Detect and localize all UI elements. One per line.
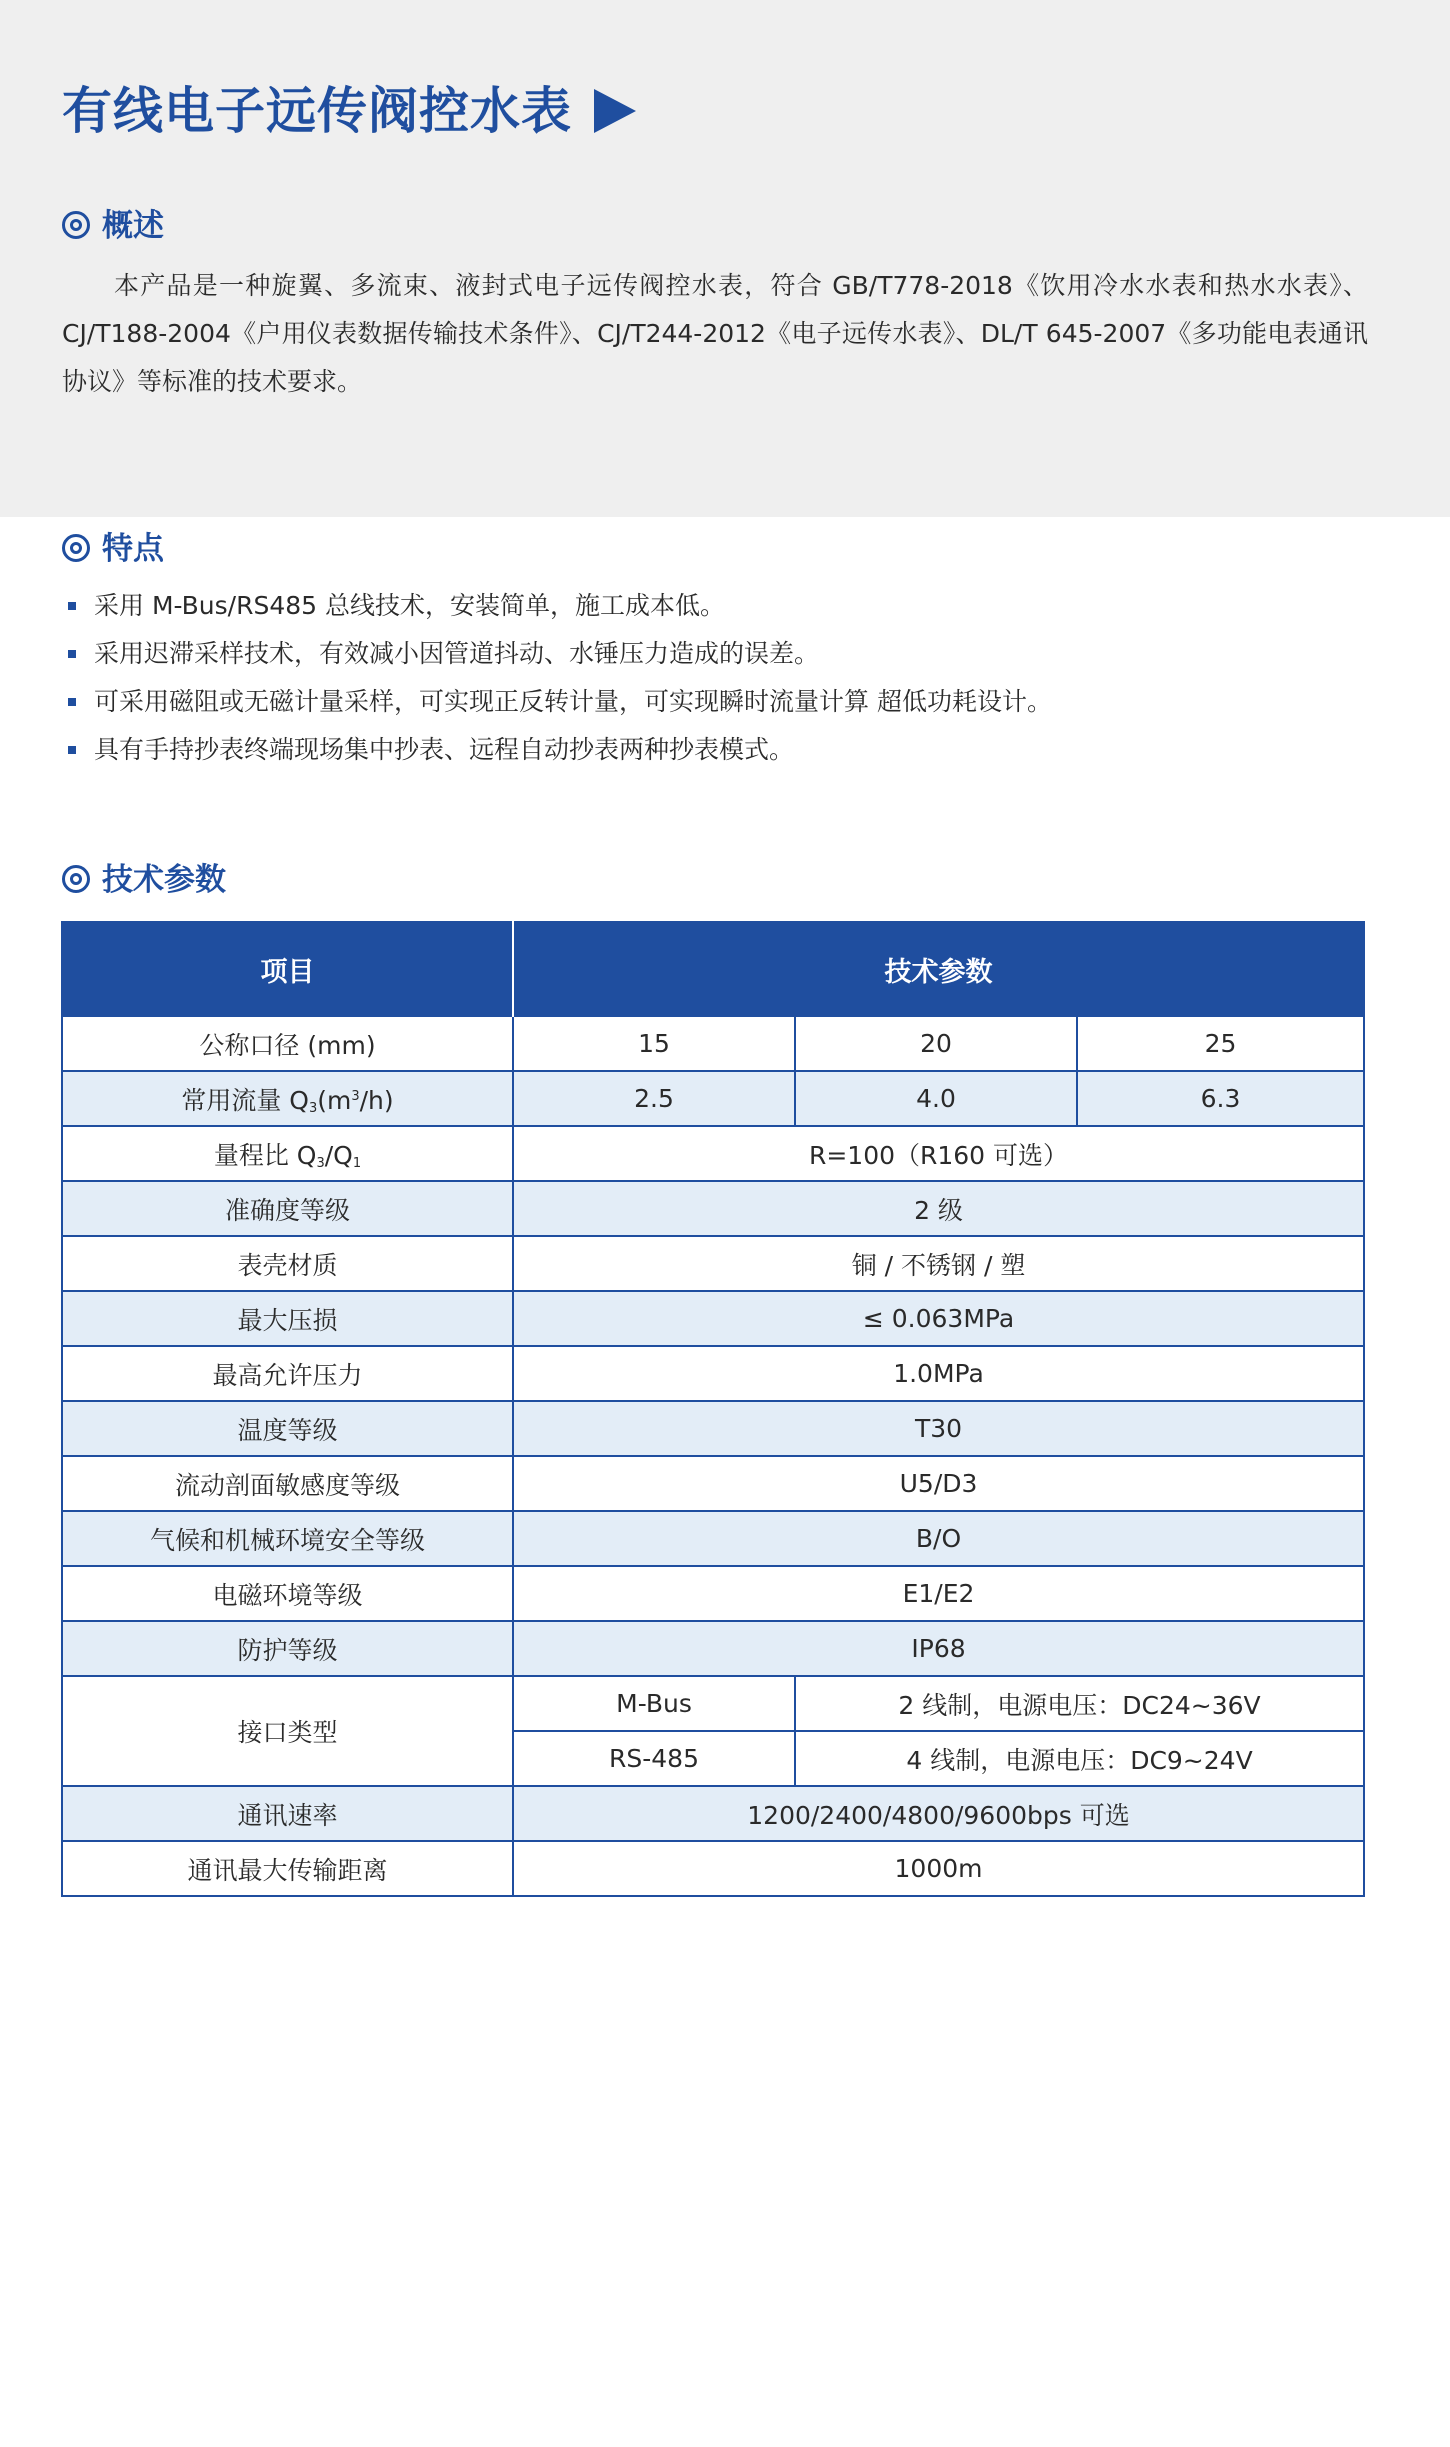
row-value: 4.0 [795, 1071, 1077, 1126]
table-row [62, 1566, 1364, 1621]
double-circle-icon [62, 534, 90, 562]
table-row [62, 1346, 1364, 1401]
row-value: ≤ 0.063MPa [513, 1291, 1364, 1346]
table-row [62, 1071, 1364, 1126]
row-label: 量程比 $Q_3/Q_1$ [62, 1126, 513, 1181]
header-params: 技术参数 [513, 922, 1364, 1016]
interface-type: RS-485 [513, 1731, 795, 1786]
square-bullet-icon [68, 602, 76, 610]
row-label: 最大压损 [62, 1291, 513, 1346]
row-label: 电磁环境等级 [62, 1566, 513, 1621]
row-value: 1.0MPa [513, 1346, 1364, 1401]
features-heading: 特点 [62, 527, 164, 571]
row-value: T30 [513, 1401, 1364, 1456]
table-header-row [62, 922, 1364, 1016]
row-value: 6.3 [1077, 1071, 1364, 1126]
row-label: 气候和机械环境安全等级 [62, 1511, 513, 1566]
row-value: U5/D3 [513, 1456, 1364, 1511]
feature-item: 采用 M-Bus/RS485 总线技术，安装简单，施工成本低。 [62, 582, 1362, 630]
square-bullet-icon [68, 698, 76, 706]
row-value: 20 [795, 1016, 1077, 1071]
row-label: 接口类型 [62, 1676, 513, 1786]
square-bullet-icon [68, 746, 76, 754]
row-label: 常用流量 $Q_3(m^3/h)$ [62, 1071, 513, 1126]
specs-heading: 技术参数 [62, 858, 226, 902]
row-value: 铜 / 不锈钢 / 塑 [513, 1236, 1364, 1291]
row-label: 温度等级 [62, 1401, 513, 1456]
page-title: 有线电子远传阀控水表 [62, 76, 636, 146]
double-circle-icon [62, 211, 90, 239]
row-label: 通讯最大传输距离 [62, 1841, 513, 1896]
interface-desc: 2 线制，电源电压：DC24~36V [795, 1676, 1364, 1731]
table-row [62, 1016, 1364, 1071]
table-row [62, 1621, 1364, 1676]
row-label: 通讯速率 [62, 1786, 513, 1841]
feature-item: 采用迟滞采样技术，有效减小因管道抖动、水锤压力造成的误差。 [62, 630, 1362, 678]
row-label: 公称口径 (mm) [62, 1016, 513, 1071]
square-bullet-icon [68, 650, 76, 658]
table-row [62, 1511, 1364, 1566]
overview-paragraph: 本产品是一种旋翼、多流束、液封式电子远传阀控水表，符合 GB/T778-2018《饮用冷水水表和热水水表》、CJ/T188-2004《户用仪表数据传输技术条件》、CJ/T244-2012《电子远传水表》、DL/T 645-2007《多功能电表通讯协议》等标准的技术要求。 [62, 271, 1368, 396]
table-row [62, 1786, 1364, 1841]
row-label: 防护等级 [62, 1621, 513, 1676]
row-label: 表壳材质 [62, 1236, 513, 1291]
table-row [62, 1126, 1364, 1181]
table-row [62, 1456, 1364, 1511]
row-value: 1200/2400/4800/9600bps 可选 [513, 1786, 1364, 1841]
table-row [62, 1291, 1364, 1346]
row-value: 2.5 [513, 1071, 795, 1126]
interface-type: M-Bus [513, 1676, 795, 1731]
play-triangle-icon [594, 89, 636, 133]
table-row [62, 1181, 1364, 1236]
row-value: B/O [513, 1511, 1364, 1566]
table-row [62, 1401, 1364, 1456]
spec-table [61, 921, 1365, 1897]
table-row [62, 1841, 1364, 1896]
header-item: 项目 [62, 922, 513, 1016]
row-label: 最高允许压力 [62, 1346, 513, 1401]
row-value: E1/E2 [513, 1566, 1364, 1621]
feature-item: 具有手持抄表终端现场集中抄表、远程自动抄表两种抄表模式。 [62, 726, 1362, 774]
features-list [62, 582, 1362, 774]
overview-heading: 概述 [62, 204, 164, 248]
row-value: 15 [513, 1016, 795, 1071]
table-row [62, 1236, 1364, 1291]
table-row [62, 1676, 1364, 1731]
double-circle-icon [62, 865, 90, 893]
row-value: 1000m [513, 1841, 1364, 1896]
feature-item: 可采用磁阻或无磁计量采样，可实现正反转计量，可实现瞬时流量计算 超低功耗设计。 [62, 678, 1362, 726]
row-value: R=100（R160 可选） [513, 1126, 1364, 1181]
row-value: 25 [1077, 1016, 1364, 1071]
row-label: 准确度等级 [62, 1181, 513, 1236]
row-label: 流动剖面敏感度等级 [62, 1456, 513, 1511]
interface-desc: 4 线制，电源电压：DC9~24V [795, 1731, 1364, 1786]
row-value: IP68 [513, 1621, 1364, 1676]
row-value: 2 级 [513, 1181, 1364, 1236]
